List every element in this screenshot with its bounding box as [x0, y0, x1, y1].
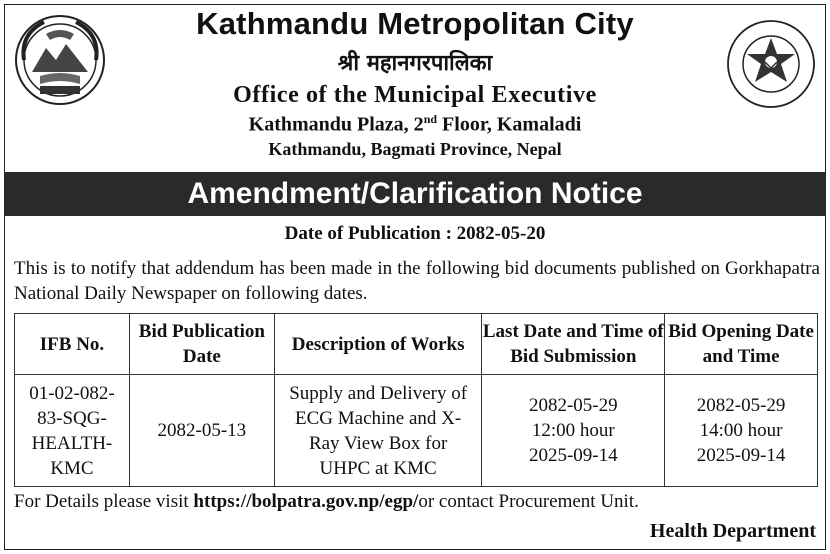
address-line-2: Kathmandu, Bagmati Province, Nepal — [268, 139, 562, 159]
header-last-submission: Last Date and Time of Bid Submission — [482, 314, 665, 375]
kmc-seal-icon — [725, 18, 817, 110]
header-bid-opening: Bid Opening Date and Time — [665, 314, 818, 375]
city-name: Kathmandu Metropolitan City — [196, 6, 634, 41]
cell-opening: 2082-05-29 14:00 hour 2025-09-14 — [665, 375, 818, 487]
publication-date: Date of Publication : 2082-05-20 — [284, 223, 546, 244]
header-ifb-no: IFB No. — [15, 314, 130, 375]
cell-description: Supply and Delivery of ECG Machine and X-Ray View Box for UHPC at KMC — [274, 375, 482, 487]
bid-table — [14, 313, 818, 487]
office-name: Office of the Municipal Executive — [233, 82, 597, 108]
bolpatra-link[interactable]: https://bolpatra.gov.np/egp/ — [193, 491, 419, 512]
table-header-row — [15, 314, 818, 375]
details-line: For Details please visit https://bolpatra.gov.np/egp/or contact Procurement Unit. — [14, 491, 639, 512]
header-bid-publication-date: Bid Publication Date — [129, 314, 274, 375]
department-signature: Health Department — [649, 520, 816, 542]
address-line-1: Kathmandu Plaza, 2nd Floor, Kamaladi — [248, 112, 582, 136]
cell-ifb-no: 01-02-082-83-SQG-HEALTH-KMC — [15, 375, 130, 487]
header-description: Description of Works — [274, 314, 482, 375]
cell-submission: 2082-05-29 12:00 hour 2025-09-14 — [482, 375, 665, 487]
header — [0, 0, 830, 172]
intro-paragraph: This is to notify that addendum has been made in the following bid documents published on Gorkhapatra National Daily Newspaper on following dates. — [14, 258, 820, 304]
city-name-devanagari: श्री महानगरपालिका — [337, 50, 493, 76]
notice-title-banner: Amendment/Clarification Notice — [4, 172, 826, 216]
table-row — [15, 375, 818, 487]
cell-publication-date: 2082-05-13 — [129, 375, 274, 487]
